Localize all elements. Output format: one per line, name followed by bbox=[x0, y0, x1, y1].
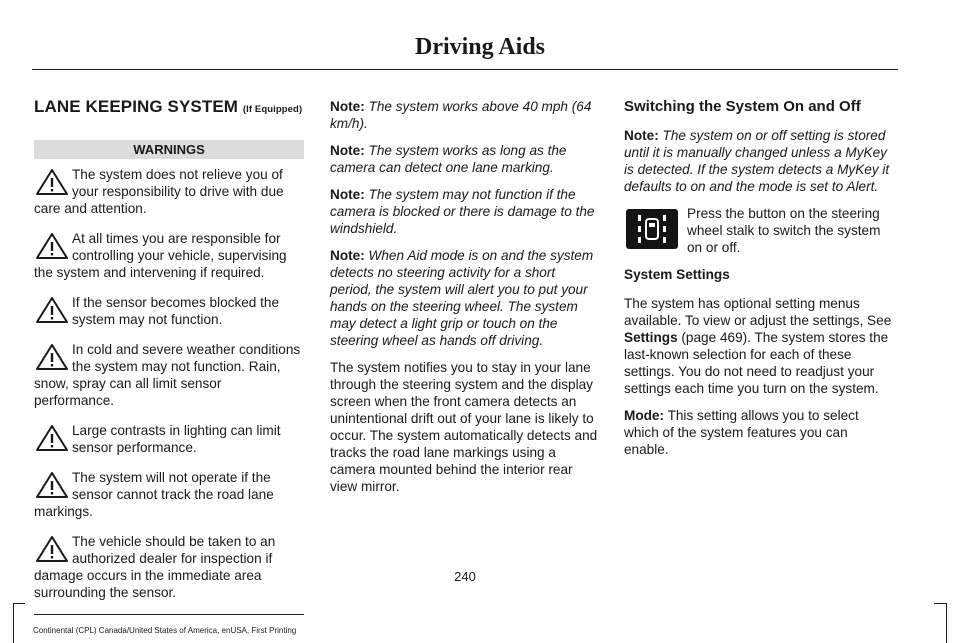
warning-text: The system will not operate if the sensor cannot track the road lane markings. bbox=[34, 470, 274, 519]
warning-text: Large contrasts in lighting can limit sensor performance. bbox=[72, 423, 281, 455]
warning-text: At all times you are responsible for controlling your vehicle, supervising the system and intervening if required. bbox=[34, 231, 287, 280]
note-text: The system on or off setting is stored until it is manually changed unless a MyKey is detected. If the system detects a MyKey it defaults to on and the mode is set to Alert. bbox=[624, 128, 890, 194]
warning-item bbox=[34, 422, 304, 456]
note-label: Note: bbox=[624, 128, 659, 143]
warning-triangle-icon bbox=[34, 423, 70, 453]
note-text: When Aid mode is on and the system detects no steering activity for a short period, the system will alert you to put your hands on the steering wheel. The system may detect a light grip or touch on the steering wheel as hands off driving. bbox=[330, 248, 594, 348]
column-warnings bbox=[34, 98, 304, 615]
notes-list bbox=[330, 98, 600, 349]
note-text: The system works as long as the camera can detect one lane marking. bbox=[330, 143, 567, 175]
header-divider bbox=[32, 69, 898, 70]
warning-text: The system does not relieve you of your responsibility to drive with due care and attention. bbox=[34, 167, 284, 216]
warning-triangle-icon bbox=[34, 295, 70, 325]
warning-item bbox=[34, 166, 304, 217]
button-instruction bbox=[624, 205, 894, 256]
system-description: The system notifies you to stay in your lane through the steering system and the display screen when the front camera detects an unintentional drift out of your lane is likely to occur. The system automatically detects and tracks the road lane markings using a camera mounted behind the interior rear view mirror. bbox=[330, 360, 598, 494]
warning-item bbox=[34, 294, 304, 328]
switching-note bbox=[624, 127, 894, 195]
section-title bbox=[34, 98, 304, 118]
switching-heading: Switching the System On and Off bbox=[624, 98, 861, 115]
note-item bbox=[330, 186, 600, 237]
warning-item bbox=[34, 230, 304, 281]
note-text: The system works above 40 mph (64 km/h). bbox=[330, 99, 592, 131]
lane-keeping-icon bbox=[626, 209, 678, 249]
warning-item bbox=[34, 341, 304, 409]
note-label: Note: bbox=[330, 143, 365, 158]
warning-item bbox=[34, 533, 304, 601]
warning-triangle-icon bbox=[34, 167, 70, 197]
warning-triangle-icon bbox=[34, 231, 70, 261]
section-title-tag: (If Equipped) bbox=[242, 104, 303, 115]
note-item bbox=[330, 98, 600, 132]
settings-text-pre: The system has optional setting menus available. To view or adjust the settings, See bbox=[624, 296, 892, 328]
settings-text-post: (page 469). The system stores the last-known selection for each of these settings. You do not need to readjust your settings each time you turn on the system. bbox=[624, 330, 889, 396]
warning-text: If the sensor becomes blocked the system may not function. bbox=[72, 295, 280, 327]
note-item bbox=[330, 247, 600, 349]
settings-link[interactable]: Settings bbox=[624, 330, 678, 345]
button-instruction-text: Press the button on the steering wheel stalk to switch the system on or off. bbox=[687, 206, 881, 255]
warnings-header: WARNINGS bbox=[34, 140, 304, 159]
crop-mark bbox=[13, 603, 25, 604]
settings-heading: System Settings bbox=[624, 267, 730, 282]
warnings-list bbox=[34, 166, 304, 601]
section-title-text: LANE KEEPING SYSTEM bbox=[34, 97, 239, 116]
note-label: Note: bbox=[330, 99, 365, 114]
page-header-title: Driving Aids bbox=[414, 34, 546, 60]
mode-paragraph bbox=[624, 407, 894, 458]
warning-item bbox=[34, 469, 304, 520]
crop-mark bbox=[946, 603, 947, 643]
crop-mark bbox=[13, 603, 14, 643]
note-label: Note: bbox=[330, 187, 365, 202]
warnings-divider bbox=[34, 614, 304, 615]
warning-triangle-icon bbox=[34, 470, 70, 500]
warning-text: In cold and severe weather conditions the system may not function. Rain, snow, spray can all limit sensor performance. bbox=[34, 342, 301, 408]
mode-label: Mode: bbox=[624, 408, 665, 423]
warning-triangle-icon bbox=[34, 342, 70, 372]
crop-mark bbox=[934, 603, 946, 604]
warning-text: The vehicle should be taken to an authorized dealer for inspection if damage occurs in the immediate area surrounding the sensor. bbox=[34, 534, 276, 600]
note-label: Note: bbox=[330, 248, 365, 263]
note-text: The system may not function if the camera is blocked or there is damage to the windshield. bbox=[330, 187, 595, 236]
footer-text: Continental (CPL) Canada/United States of America, enUSA, First Printing bbox=[33, 626, 297, 635]
column-notes bbox=[330, 98, 600, 505]
column-settings bbox=[624, 98, 894, 468]
page-number: 240 bbox=[454, 569, 476, 584]
warning-triangle-icon bbox=[34, 534, 70, 564]
settings-paragraph bbox=[624, 295, 894, 397]
mode-text: This setting allows you to select which of the system features you can enable. bbox=[624, 408, 859, 457]
note-item bbox=[330, 142, 600, 176]
